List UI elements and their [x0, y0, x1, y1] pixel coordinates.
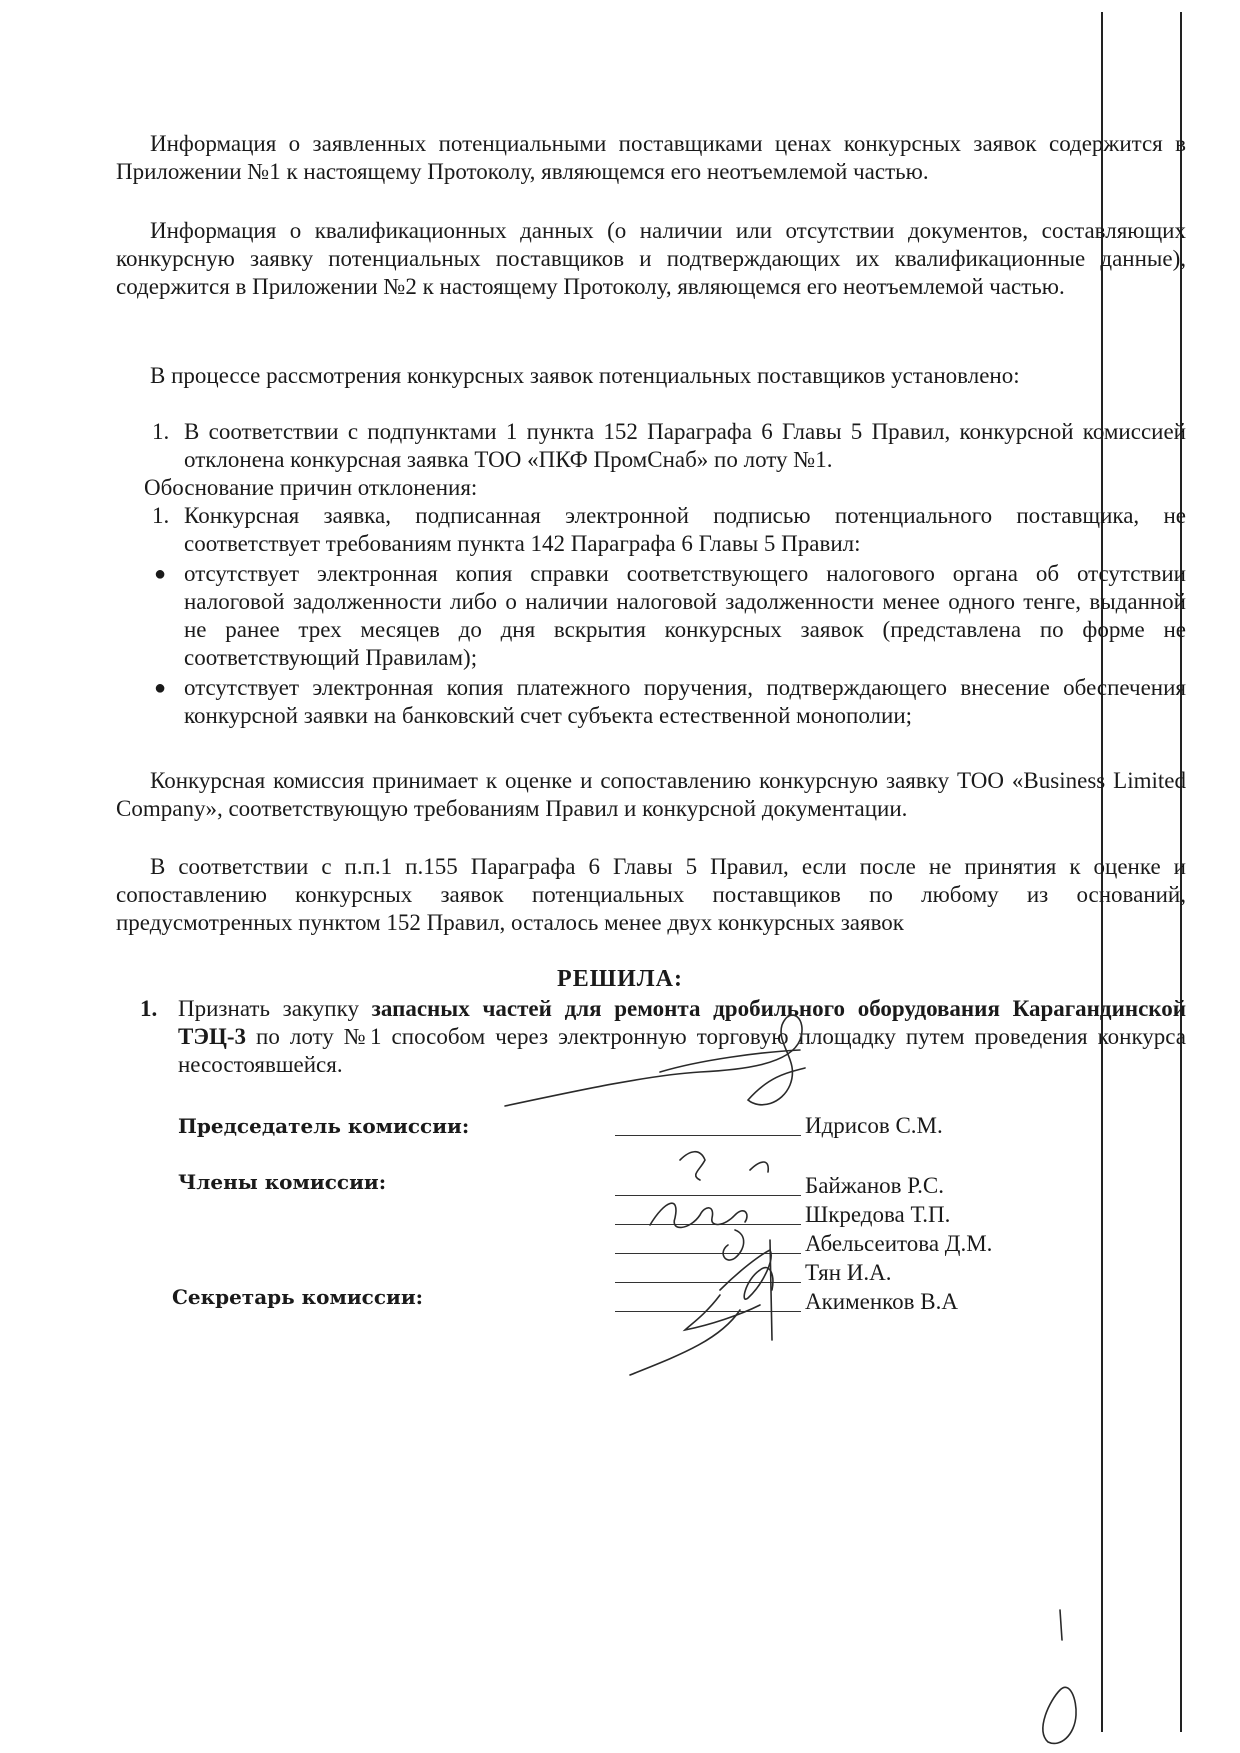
member-signature-scribble — [720, 1250, 773, 1299]
paragraph-accepted: Конкурсная комиссия принимает к оценке и сопоставлению конкурсную заявку ТОО «Business Limited Company», соответствующую требованиям Правил и конкурсной документации. — [116, 768, 1186, 821]
member-signature-scribble — [723, 1230, 744, 1260]
reasons-title: Обоснование причин отклонения: — [144, 475, 478, 500]
member-name: Шкредова Т.П. — [805, 1202, 951, 1227]
bullet-icon: ● — [154, 563, 167, 585]
chair-role: Председатель комиссии: — [178, 1114, 470, 1138]
paragraph-appendix-2: Информация о квалификационных данных (о наличии или отсутствии документов, составляющих конкурсную заявку потенциальных поставщиков и подтверждающих их квалификационные данные), содержится в Приложении №2 к настоящему Протоколу, являющемся его неотъемлемой частью. — [116, 218, 1186, 299]
member-signature-scribble — [680, 1152, 705, 1180]
paragraph-legal-basis: В соответствии с п.п.1 п.155 Параграфа 6 Главы 5 Правил, если после не принятия к оценке и сопоставлению конкурсных заявок потенциальных поставщиков по любому из оснований, предусмотренных пунктом 152 Правил, осталось менее двух конкурсных заявок — [116, 854, 1186, 935]
reason-number: 1. — [152, 503, 170, 528]
decision-subject: запасных частей для ремонта дробильного оборудования Карагандинской ТЭЦ-3 — [178, 996, 1186, 1049]
member-signature-scribble — [750, 1162, 768, 1172]
paragraph-appendix-1: Информация о заявленных потенциальными поставщиками ценах конкурсных заявок содержится в Приложении №1 к настоящему Протоколу, являющемся его неотъемлемой частью. — [116, 131, 1186, 184]
member-name: Тян И.А. — [805, 1260, 892, 1285]
margin-initials-scribble — [1060, 1610, 1062, 1640]
decision-number: 1. — [140, 996, 158, 1021]
member-name: Абельсеитова Д.М. — [805, 1231, 993, 1256]
chair-signature-scribble — [660, 1050, 800, 1072]
member-signature-scribble — [650, 1203, 747, 1227]
reason-text: Конкурсная заявка, подписанная электронной подписью потенциального поставщика, не соответствует требованиям пункта 142 Параграфа 6 Главы 5 Правил: — [184, 503, 1186, 556]
member-name: Байжанов Р.С. — [805, 1173, 944, 1198]
secretary-name: Акименков В.А — [805, 1289, 958, 1314]
member-signature-scribble — [685, 1295, 760, 1330]
finding-number: 1. — [152, 419, 170, 444]
paragraph-established: В процессе рассмотрения конкурсных заявок потенциальных поставщиков установлено: — [150, 363, 1020, 388]
bullet-icon: ● — [154, 677, 167, 699]
bullet-text: отсутствует электронная копия платежного поручения, подтверждающего внесение обеспечения конкурсной заявки на банковский счет субъекта естественной монополии; — [184, 675, 1186, 728]
chair-signature-scribble — [505, 1015, 805, 1106]
finding-text: В соответствии с подпунктами 1 пункта 152 Параграфа 6 Главы 5 Правил, конкурсной комиссией отклонена конкурсная заявка ТОО «ПКФ ПромСнаб» по лоту №1. — [184, 419, 1186, 472]
secretary-role: Секретарь комиссии: — [172, 1285, 424, 1309]
decision-text-start: Признать закупку — [178, 996, 372, 1021]
bullet-text: отсутствует электронная копия справки соответствующего налогового органа об отсутствии налоговой задолженности либо о наличии налоговой задолженности менее одного тенге, выданной не ранее трех месяцев до дня вскрытия конкурсных заявок (представлена по форме не соответствующий Правилам); — [184, 561, 1186, 670]
decision-text-end: по лоту №1 способом через электронную торговую площадку путем проведения конкурса несостоявшейся. — [178, 1024, 1186, 1077]
chair-name: Идрисов С.М. — [805, 1113, 943, 1138]
members-role: Члены комиссии: — [178, 1170, 387, 1194]
margin-initials-scribble — [1043, 1687, 1076, 1743]
decision-heading: РЕШИЛА: — [557, 966, 683, 992]
